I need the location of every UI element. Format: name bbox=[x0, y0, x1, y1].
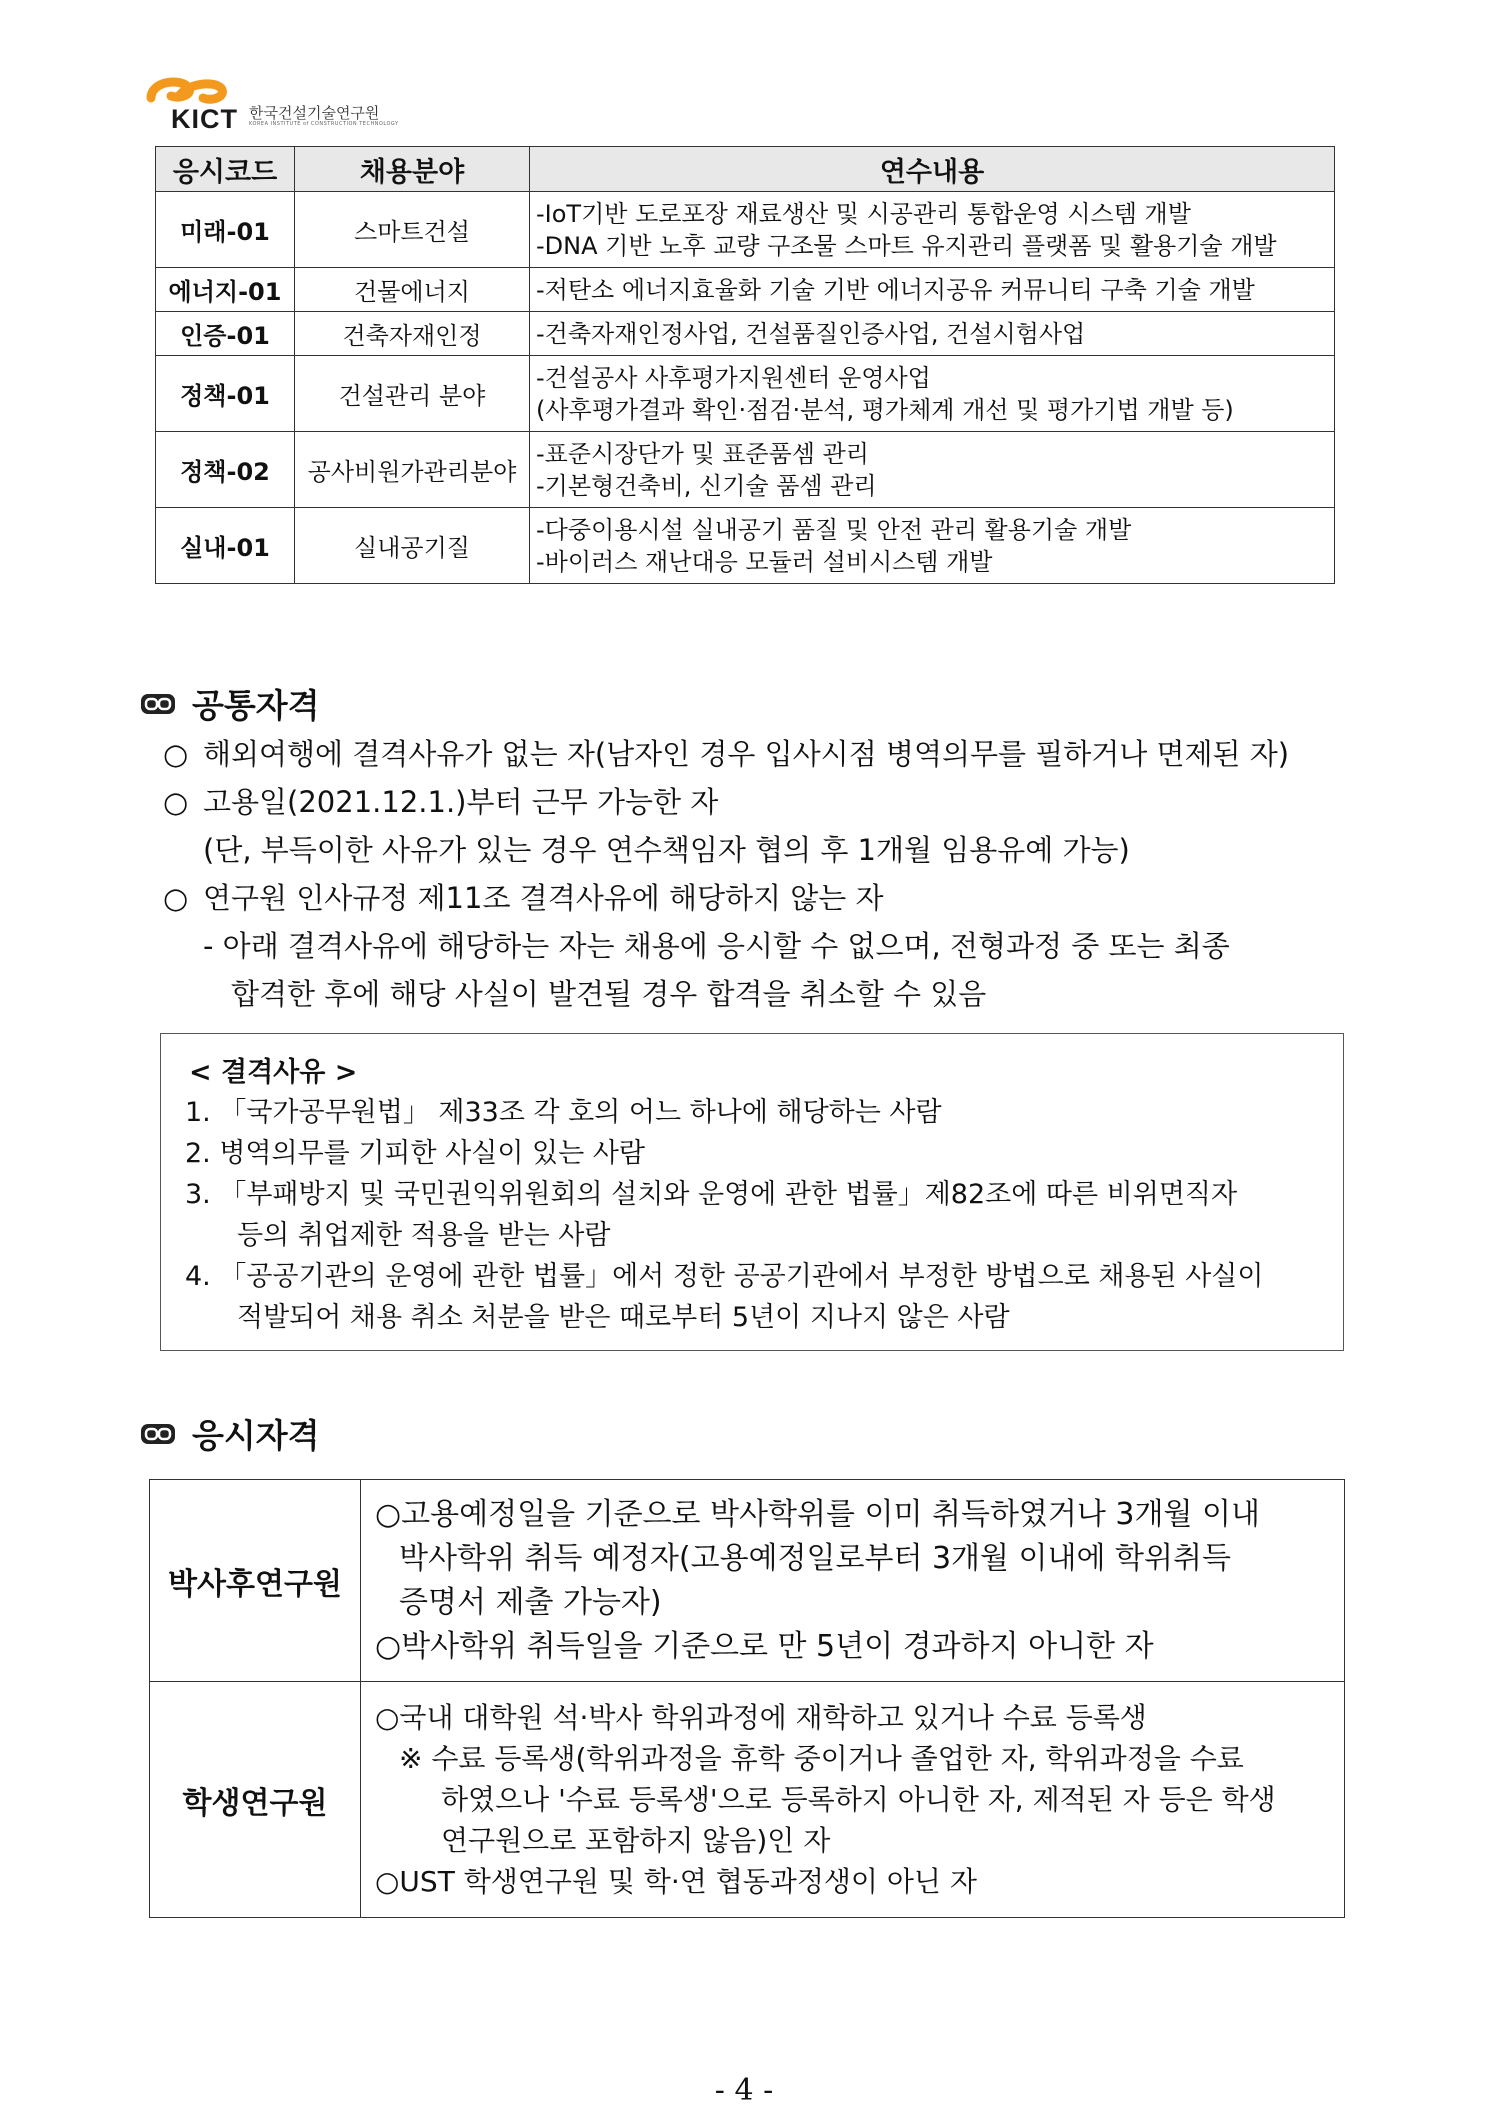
common-item-3 bbox=[163, 874, 884, 922]
common-item-3-sub-1: - 아래 결격사유에 해당하는 자는 채용에 응시할 수 없으며, 전형과정 중 또는 최종 bbox=[203, 929, 1230, 963]
eligibility-line: 증명서 제출 가능자) bbox=[399, 1584, 662, 1620]
eligibility-line: ○UST 학생연구원 및 학·연 협동과정생이 아닌 자 bbox=[375, 1865, 977, 1898]
eligibility-line: ○국내 대학원 석·박사 학위과정에 재학하고 있거나 수료 등록생 bbox=[375, 1701, 1147, 1734]
common-item-3-sub-2: 합격한 후에 해당 사실이 발견될 경우 합격을 취소할 수 있음 bbox=[231, 977, 987, 1011]
bullet-glyph: ○ bbox=[163, 737, 189, 771]
disqualification-line: 2. 병역의무를 기피한 사실이 있는 사람 bbox=[185, 1138, 645, 1169]
kict-logo bbox=[143, 74, 443, 134]
chain-link-icon bbox=[140, 693, 176, 715]
bullet-glyph: ○ bbox=[163, 785, 189, 819]
content-line: -건설공사 사후평가지원센터 운영사업 bbox=[536, 363, 931, 392]
postdoc-label: 박사후연구원 bbox=[150, 1480, 361, 1682]
content-cell bbox=[530, 356, 1335, 432]
logo-wordmark: KICT bbox=[171, 104, 238, 134]
code-cell: 실내-01 bbox=[156, 508, 295, 584]
disqualification-line: 1. 「국가공무원법」 제33조 각 호의 어느 하나에 해당하는 사람 bbox=[185, 1097, 942, 1128]
eligibility-note-line: 하였으나 '수료 등록생'으로 등록하지 아니한 자, 제적된 자 등은 학생 bbox=[441, 1783, 1276, 1816]
content-cell bbox=[530, 268, 1335, 312]
content-cell bbox=[530, 192, 1335, 268]
table-row bbox=[156, 432, 1335, 508]
logo-korean-name: 한국건설기술연구원 bbox=[249, 104, 380, 122]
positions-table bbox=[155, 146, 1335, 584]
field-cell: 공사비원가관리분야 bbox=[295, 432, 530, 508]
field-cell: 건물에너지 bbox=[295, 268, 530, 312]
common-item-text: 해외여행에 결격사유가 없는 자(남자인 경우 입사시점 병역의무를 필하거나 면제된 자) bbox=[203, 737, 1290, 771]
field-cell: 스마트건설 bbox=[295, 192, 530, 268]
header-field: 채용분야 bbox=[295, 147, 530, 192]
content-line: -IoT기반 도로포장 재료생산 및 시공관리 통합운영 시스템 개발 bbox=[536, 199, 1191, 228]
page-number: - 4 - bbox=[714, 2073, 774, 2108]
disqualification-line: 3. 「부패방지 및 국민권익위원회의 설치와 운영에 관한 법률」제82조에 따른 비위면직자 bbox=[185, 1179, 1238, 1210]
content-line: -건축자재인정사업, 건설품질인증사업, 건설시험사업 bbox=[536, 319, 1086, 348]
code-cell: 미래-01 bbox=[156, 192, 295, 268]
disqualification-box bbox=[160, 1033, 1344, 1351]
common-section-title: 공통자격 bbox=[192, 686, 320, 725]
common-item-text: 고용일(2021.12.1.)부터 근무 가능한 자 bbox=[203, 785, 719, 819]
common-item-2 bbox=[163, 778, 718, 826]
table-row bbox=[156, 356, 1335, 432]
student-body bbox=[361, 1682, 1345, 1918]
disqualification-line: 등의 취업제한 적용을 받는 사람 bbox=[237, 1220, 611, 1251]
logo-english-name: KOREA INSTITUTE of CONSTRUCTION TECHNOLOGY bbox=[249, 121, 399, 127]
eligibility-note-line: ※ 수료 등록생(학위과정을 휴학 중이거나 졸업한 자, 학위과정을 수료 bbox=[399, 1742, 1244, 1775]
code-cell: 인증-01 bbox=[156, 312, 295, 356]
content-line: -기본형건축비, 신기술 품셈 관리 bbox=[536, 471, 877, 500]
common-item-text: 연구원 인사규정 제11조 결격사유에 해당하지 않는 자 bbox=[203, 881, 884, 915]
header-code: 응시코드 bbox=[156, 147, 295, 192]
common-item-1 bbox=[163, 730, 1289, 778]
field-cell: 건설관리 분야 bbox=[295, 356, 530, 432]
eligibility-section-title: 응시자격 bbox=[192, 1416, 320, 1455]
eligibility-table bbox=[149, 1479, 1345, 1918]
field-cell: 실내공기질 bbox=[295, 508, 530, 584]
eligibility-line: 박사학위 취득 예정자(고용예정일로부터 3개월 이내에 학위취득 bbox=[399, 1540, 1231, 1576]
table-row bbox=[156, 312, 1335, 356]
disqualification-line: 4. 「공공기관의 운영에 관한 법률」에서 정한 공공기관에서 부정한 방법으로 채용된 사실이 bbox=[185, 1261, 1264, 1292]
table-header-row bbox=[156, 147, 1335, 192]
table-row bbox=[150, 1480, 1345, 1682]
content-line: -표준시장단가 및 표준품셈 관리 bbox=[536, 439, 869, 468]
content-line: -다중이용시설 실내공기 품질 및 안전 관리 활용기술 개발 bbox=[536, 515, 1132, 544]
header-content: 연수내용 bbox=[530, 147, 1335, 192]
code-cell: 정책-01 bbox=[156, 356, 295, 432]
code-cell: 정책-02 bbox=[156, 432, 295, 508]
bullet-glyph: ○ bbox=[163, 881, 189, 915]
table-row bbox=[156, 268, 1335, 312]
table-row bbox=[156, 192, 1335, 268]
chain-link-icon bbox=[140, 1423, 176, 1445]
content-cell bbox=[530, 432, 1335, 508]
student-label: 학생연구원 bbox=[150, 1682, 361, 1918]
content-cell bbox=[530, 312, 1335, 356]
disqualification-line: 적발되어 채용 취소 처분을 받은 때로부터 5년이 지나지 않은 사람 bbox=[237, 1302, 1010, 1333]
table-row bbox=[156, 508, 1335, 584]
field-cell: 건축자재인정 bbox=[295, 312, 530, 356]
content-line: -저탄소 에너지효율화 기술 기반 에너지공유 커뮤니티 구축 기술 개발 bbox=[536, 275, 1255, 304]
content-line: (사후평가결과 확인·점검·분석, 평가체계 개선 및 평가기법 개발 등) bbox=[536, 395, 1234, 424]
code-cell: 에너지-01 bbox=[156, 268, 295, 312]
postdoc-body bbox=[361, 1480, 1345, 1682]
table-row bbox=[150, 1682, 1345, 1918]
content-cell bbox=[530, 508, 1335, 584]
content-line: -바이러스 재난대응 모듈러 설비시스템 개발 bbox=[536, 547, 993, 576]
content-line: -DNA 기반 노후 교량 구조물 스마트 유지관리 플랫폼 및 활용기술 개발 bbox=[536, 231, 1277, 260]
common-item-2-note: (단, 부득이한 사유가 있는 경우 연수책임자 협의 후 1개월 임용유예 가능) bbox=[203, 833, 1130, 867]
eligibility-note-line: 연구원으로 포함하지 않음)인 자 bbox=[441, 1824, 831, 1857]
disqualification-title: < 결격사유 > bbox=[189, 1057, 358, 1088]
eligibility-line: ○고용예정일을 기준으로 박사학위를 이미 취득하였거나 3개월 이내 bbox=[375, 1496, 1260, 1532]
eligibility-section-heading bbox=[140, 1410, 320, 1457]
common-section-heading bbox=[140, 680, 320, 727]
eligibility-line: ○박사학위 취득일을 기준으로 만 5년이 경과하지 아니한 자 bbox=[375, 1628, 1154, 1664]
